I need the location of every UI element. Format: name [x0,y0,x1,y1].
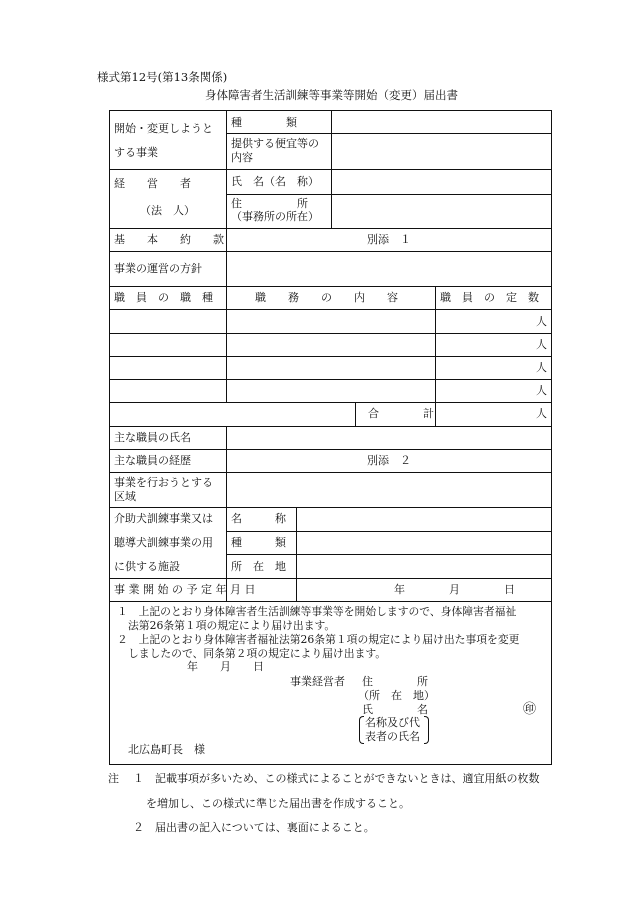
operator-label: 経 営 者 [114,177,191,190]
form-title: 身体障害者生活訓練等事業等開始（変更）届出書 [205,88,458,102]
kind-label: 種 類 [231,116,297,129]
form-id: 様式第12号(第13条関係) [97,70,228,84]
facility-label-3: に供する施設 [114,560,180,573]
rules-value: 別添 １ [367,233,411,246]
declaration-item-1-cont: 法第26条第１項の規定により届け出ます。 [128,619,336,632]
address-label: 住 所 [231,197,308,210]
main-staff-career-value: 別添 ２ [367,454,411,467]
service-label-2: 内容 [231,151,253,164]
declaration-item-2-cont: しましたので、同条第２項の規定により届け出ます。 [128,647,387,660]
note-2: ２ 届出書の記入については、裏面によること。 [133,821,375,834]
name-label: 氏 名（名 称） [231,175,319,188]
addressee: 北広島町長 様 [128,743,205,756]
declaration-item-2: ２ 上記のとおり身体障害者福祉法第26条第１項の規定により届け出た事項を変更 [117,633,520,646]
start-date-value: 年 月 日 [394,583,515,596]
main-staff-name-label: 主な職員の氏名 [114,431,191,444]
facility-label-2: 聴導犬訓練事業の用 [114,536,213,549]
staff-count-unit: 人 [536,384,547,397]
declaration-date: 年 月 日 [187,660,264,673]
facility-name-label: 名 称 [231,512,286,525]
office-label: （事務所の所在） [231,210,319,223]
declarant-address-label: 住 所 [362,675,428,688]
seal-mark: ㊞ [523,702,537,717]
main-staff-career-label: 主な職員の経歴 [114,454,191,467]
duty-header: 職 務 の 内 容 [255,291,398,304]
rep-label-2: 表者の氏名 [365,730,420,743]
start-date-label: 事 業 開 始 の 予 定 年 月 日 [114,583,256,596]
facility-label: 介助犬訓練事業又は [114,512,213,525]
facility-kind-label: 種 類 [231,536,286,549]
staff-count-unit: 人 [536,361,547,374]
policy-label: 事業の運営の方針 [114,262,202,275]
staff-count-unit: 人 [536,338,547,351]
staff-count-header: 職 員 の 定 数 [440,291,539,304]
total-unit: 人 [536,407,547,420]
staff-count-unit: 人 [536,315,547,328]
declarant-operator-label: 事業経営者 [290,675,345,688]
business-label-2: する事業 [114,146,158,159]
note-1-cont: を増加し、この様式に準じた届出書を作成すること。 [146,797,410,810]
rules-label: 基 本 約 款 [114,233,224,246]
service-label: 提供する便宜等の [231,137,319,150]
total-label: 合 計 [368,407,434,420]
corp-label: （法 人） [140,204,195,217]
rep-label: 名称及び代 [365,716,420,729]
declaration-item-1: １ 上記のとおり身体障害者生活訓練等事業等を開始しますので、身体障害者福祉 [117,605,517,618]
note-1: １ 記載事項が多いため、この様式によることができないときは、適宜用紙の枚数 [133,772,540,785]
declarant-location-label: （所 在 地） [358,689,435,702]
declarant-name-label: 氏 名 [362,703,428,716]
business-label: 開始・変更しようと [114,122,213,135]
area-label: 事業を行おうとする [114,476,213,489]
area-label-2: 区域 [114,490,136,503]
notes-prefix: 注 [108,772,119,785]
facility-location-label: 所 在 地 [231,560,286,573]
staff-type-header: 職 員 の 職 種 [114,291,213,304]
